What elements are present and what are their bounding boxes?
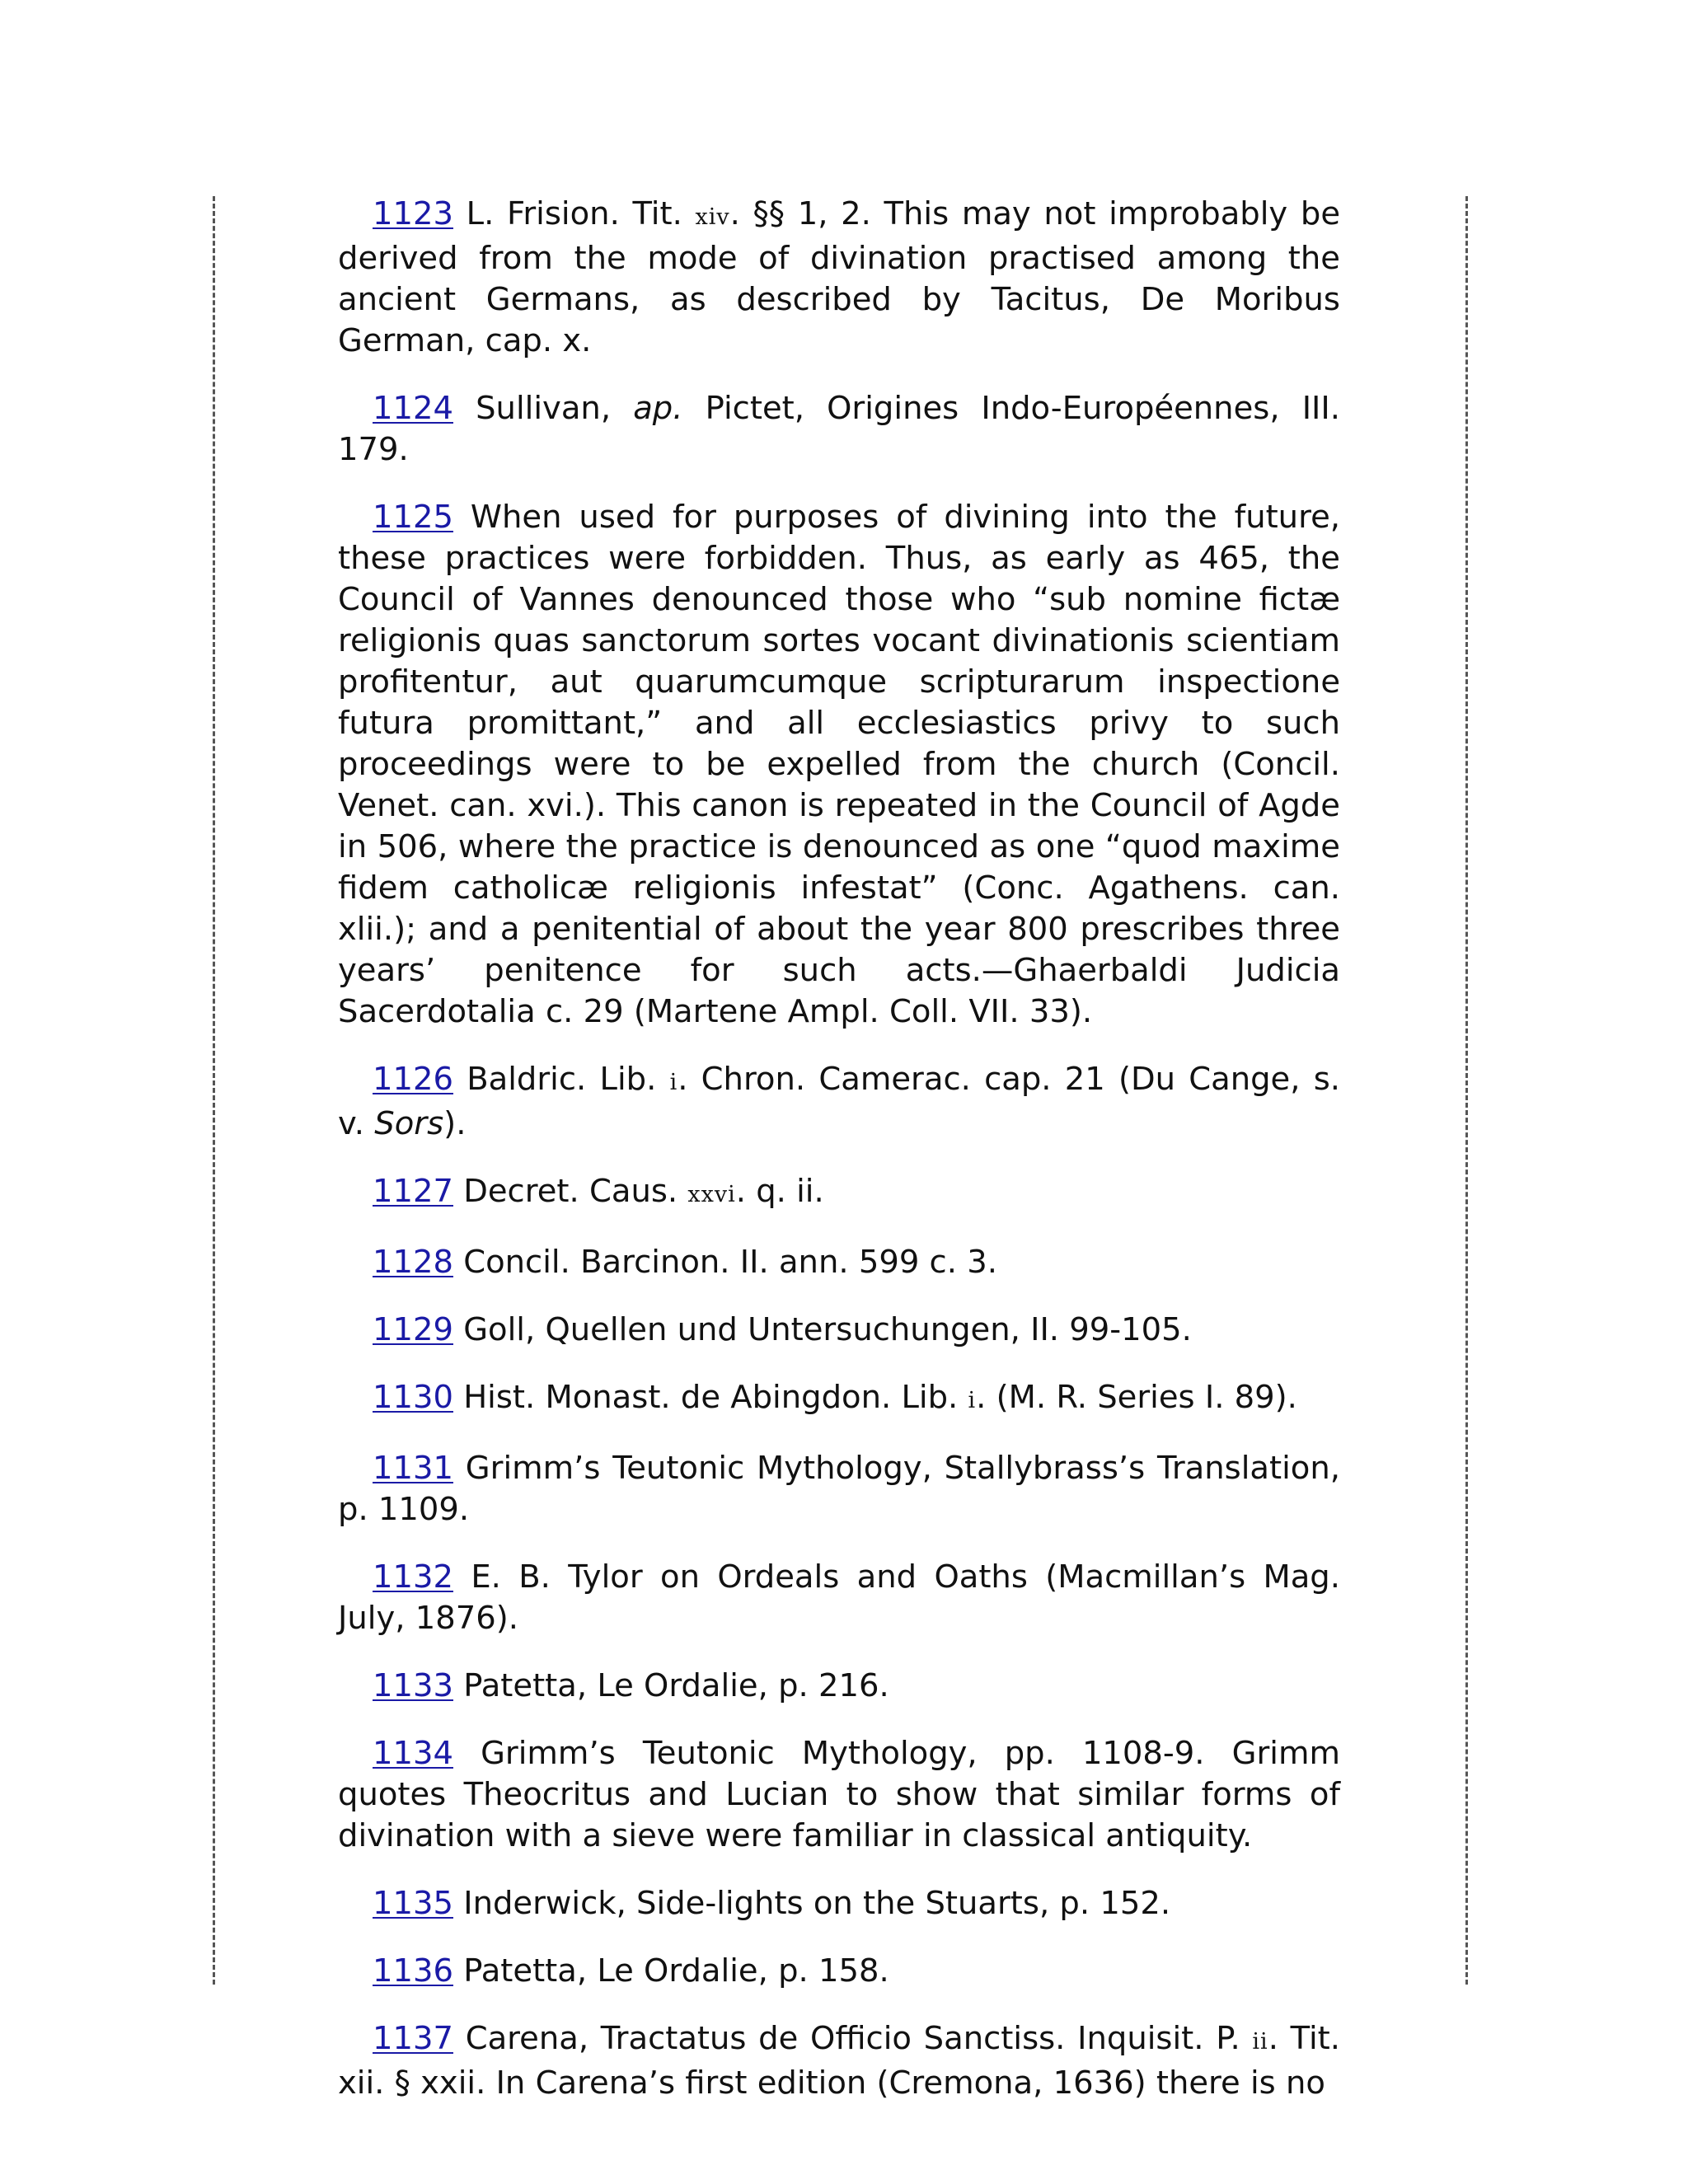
footnotes-list (338, 194, 1340, 2130)
footnote-link-1126[interactable]: 1126 (373, 1061, 453, 1098)
footnote-1137 (338, 2018, 1340, 2104)
footnote-text: xxvi (687, 1182, 736, 1207)
footnote-text: E. B. Tylor on Ordeals and Oaths (Macmillan’s Mag. July, 1876). (338, 1558, 1340, 1637)
footnote-link-1123[interactable]: 1123 (373, 195, 453, 232)
footnote-1128 (338, 1242, 1340, 1283)
footnote-text: ap. (633, 390, 683, 427)
left-margin-rule (213, 196, 215, 1985)
footnote-link-1134[interactable]: 1134 (373, 1735, 453, 1772)
footnote-text: Carena, Tractatus de Officio Sanctiss. Inquisit. P. (452, 2020, 1253, 2057)
footnote-text: When used for purposes of divining into the future, these practices were forbidden. Thus, as early as 465, the Council of Vannes denounced those who “sub nomine fictæ religionis quas sanctorum sortes vocant divinationis scientiam profitentur, aut quarumcumque scripturarum inspectione futura promittant,” and all ecclesiastics privy to such proceedings were to be expelled from the church (Concil. Venet. can. xvi.). This canon is repeated in the Council of Agde in 506, where the practice is denounced as one “quod maxime fidem catholicæ religionis infestat” (Conc. Agathens. can. xlii.); and a penitential of about the year 800 prescribes three years’ penitence for such acts.—Ghaerbaldi Judicia Sacerdotalia c. 29 (Martene Ampl. Coll. VII. 33). (338, 499, 1340, 1030)
footnote-link-1132[interactable]: 1132 (373, 1558, 453, 1596)
footnote-text: Goll, Quellen und Untersuchungen, II. 99-105. (452, 1311, 1192, 1348)
footnote-text: . §§ 1, 2. This may not improbably be derived from the mode of divination practised among the ancient Germans, as described by Tacitus, De Moribus German, cap. x. (338, 195, 1341, 359)
footnote-text: Concil. Barcinon. II. ann. 599 c. 3. (452, 1244, 997, 1281)
footnote-link-1135[interactable]: 1135 (373, 1885, 453, 1922)
footnote-text: . q. ii. (735, 1173, 824, 1210)
footnote-text: i (968, 1388, 977, 1413)
footnote-text: Sullivan, (452, 390, 634, 427)
footnote-1132 (338, 1557, 1340, 1639)
footnote-link-1124[interactable]: 1124 (373, 390, 453, 427)
footnote-1125 (338, 497, 1340, 1033)
footnote-text: . Tit. xii. § xxii. In Carena’s first edition (Cremona, 1636) there is no (338, 2020, 1341, 2102)
footnote-text: ii (1252, 2029, 1268, 2055)
footnote-text: . Chron. Camerac. cap. 21 (Du Cange, s. v. (338, 1061, 1340, 1142)
footnote-1135 (338, 1883, 1340, 1924)
footnote-1123 (338, 194, 1340, 362)
footnote-text: ). (443, 1105, 467, 1142)
footnote-text: Grimm’s Teutonic Mythology, pp. 1108-9. Grimm quotes Theocritus and Lucian to show that similar forms of divination with a sieve were familiar in classical antiquity. (338, 1735, 1340, 1854)
footnote-1133 (338, 1666, 1340, 1707)
footnote-text: L. Frision. Tit. (452, 195, 696, 232)
footnote-link-1125[interactable]: 1125 (373, 499, 453, 536)
footnote-link-1137[interactable]: 1137 (373, 2020, 453, 2057)
footnote-text: Grimm’s Teutonic Mythology, Stallybrass’s Translation, p. 1109. (338, 1450, 1340, 1528)
footnote-text: . (M. R. Series I. 89). (976, 1379, 1297, 1416)
footnote-text: Pictet, Origines Indo-Européennes, III. 179. (338, 390, 1340, 468)
footnote-link-1136[interactable]: 1136 (373, 1952, 453, 1990)
footnote-link-1128[interactable]: 1128 (373, 1244, 453, 1281)
right-margin-rule (1465, 196, 1468, 1985)
footnote-text: Decret. Caus. (452, 1173, 688, 1210)
footnote-link-1133[interactable]: 1133 (373, 1667, 453, 1704)
footnote-text: i (669, 1070, 678, 1095)
footnote-text: Patetta, Le Ordalie, p. 158. (452, 1952, 889, 1990)
footnote-text: Baldric. Lib. (452, 1061, 670, 1098)
footnote-text: Patetta, Le Ordalie, p. 216. (452, 1667, 889, 1704)
footnote-1126 (338, 1059, 1340, 1145)
footnote-1127 (338, 1171, 1340, 1216)
footnote-1124 (338, 388, 1340, 471)
footnote-1130 (338, 1377, 1340, 1422)
footnote-text: Hist. Monast. de Abingdon. Lib. (452, 1379, 968, 1416)
footnote-text: Inderwick, Side-lights on the Stuarts, p. 152. (452, 1885, 1171, 1922)
footnote-link-1129[interactable]: 1129 (373, 1311, 453, 1348)
footnote-link-1127[interactable]: 1127 (373, 1173, 453, 1210)
footnote-link-1131[interactable]: 1131 (373, 1450, 453, 1487)
footnote-text: xiv (695, 204, 730, 230)
footnote-1129 (338, 1310, 1340, 1351)
footnote-1136 (338, 1951, 1340, 1992)
footnote-1134 (338, 1733, 1340, 1857)
footnote-text: Sors (374, 1105, 444, 1142)
footnote-1131 (338, 1448, 1340, 1530)
footnote-link-1130[interactable]: 1130 (373, 1379, 453, 1416)
